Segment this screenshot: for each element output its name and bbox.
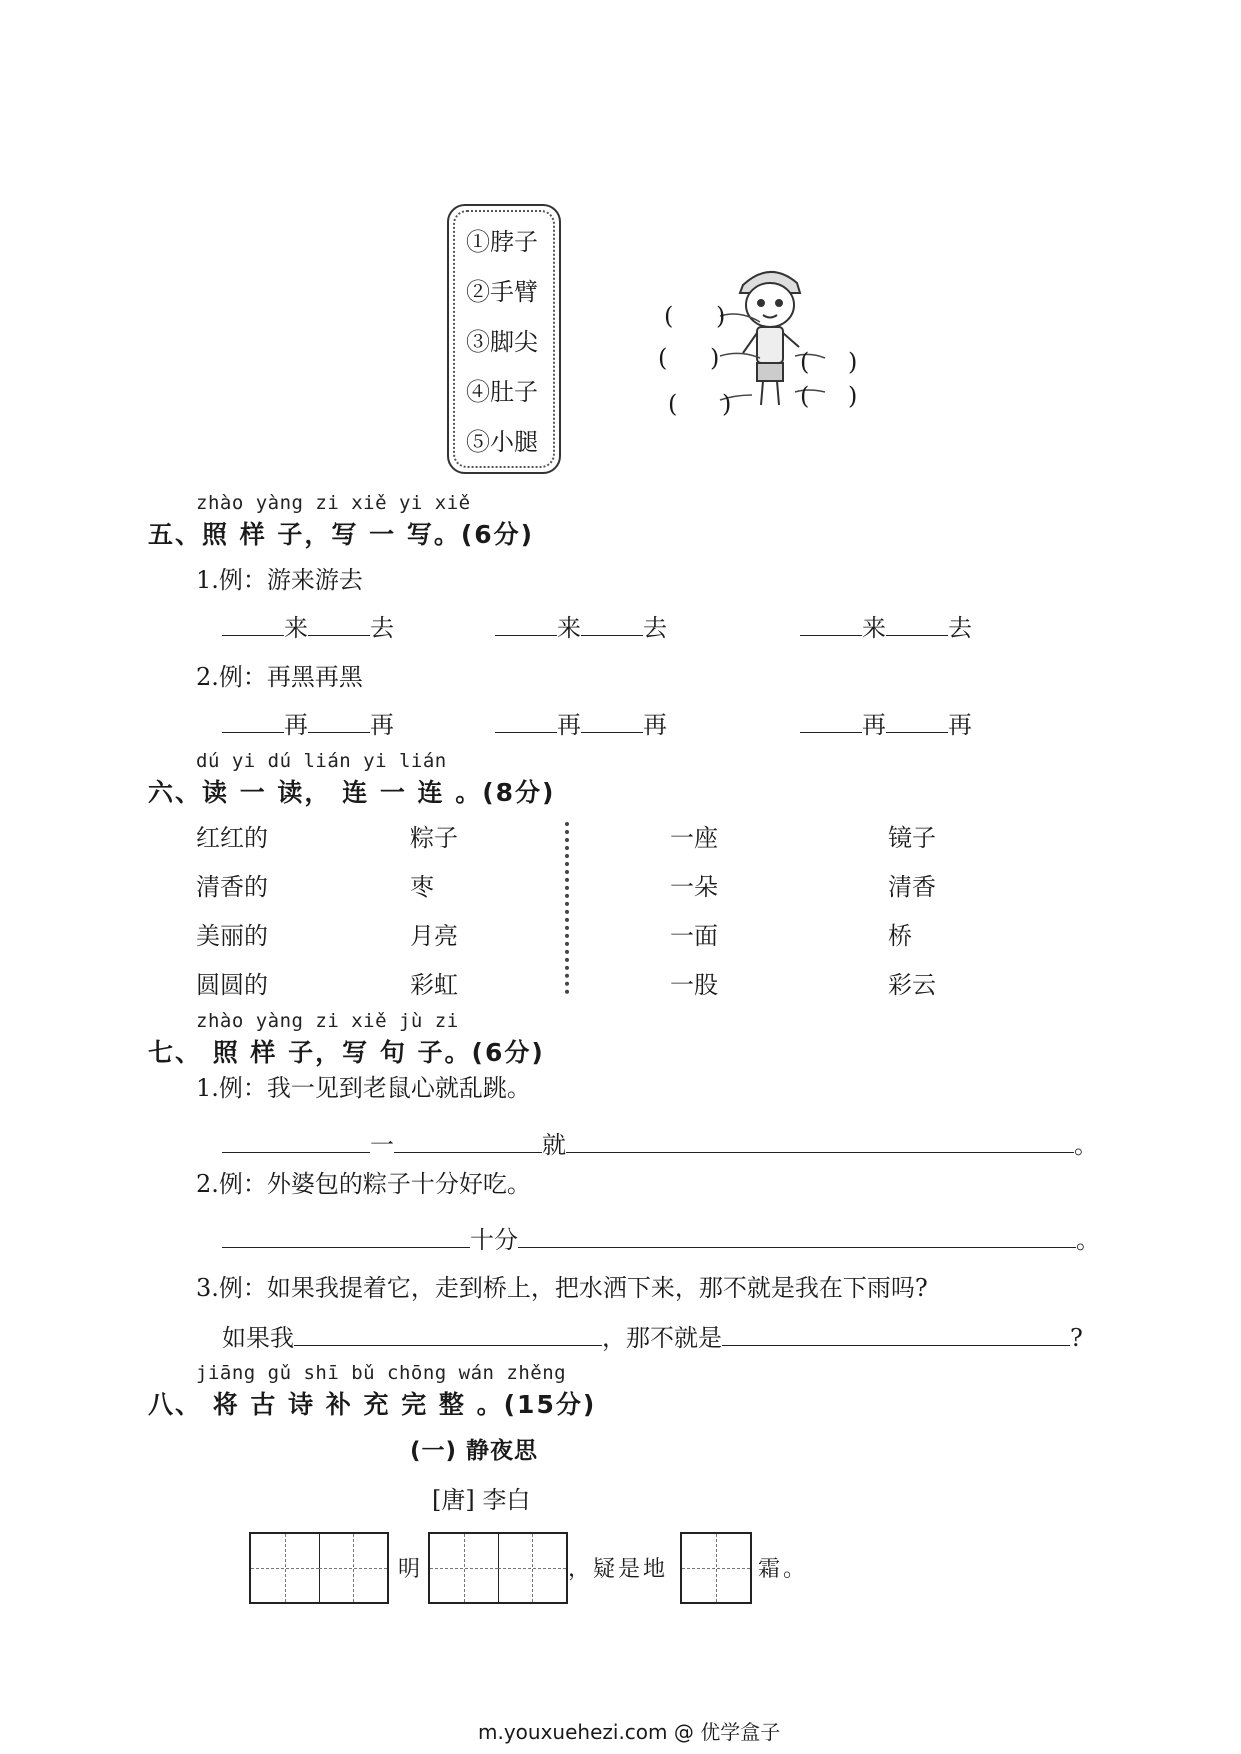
fill-row-2b: 再 再	[495, 705, 667, 740]
section-6-title: 六、读 一 读， 连 一 连 。(8分)	[148, 778, 556, 807]
match-col2-item: 枣	[410, 873, 434, 901]
answer-paren-left: (	[664, 302, 674, 330]
match-col3-item: 一座	[670, 824, 718, 852]
answer-paren-right: )	[716, 302, 726, 330]
divider-dotted	[565, 822, 569, 994]
answer-paren-left: (	[800, 348, 810, 376]
section-7-example-1: 1.例：我一见到老鼠心就乱跳。	[196, 1074, 531, 1102]
match-col4-item: 桥	[888, 922, 912, 950]
body-part-item: ①脖子	[466, 228, 538, 256]
label-lines	[660, 300, 880, 430]
section-7-example-3: 3.例：如果我提着它，走到桥上，把水洒下来，那不就是我在下雨吗?	[196, 1274, 928, 1302]
match-col1-item: 美丽的	[196, 922, 268, 950]
section-7-example-2: 2.例：外婆包的粽子十分好吃。	[196, 1170, 531, 1198]
body-part-item: ②手臂	[466, 278, 538, 306]
poem-author: [唐] 李白	[432, 1486, 531, 1514]
poem-line-text: ，疑是地	[568, 1557, 669, 1582]
answer-paren-left: (	[668, 390, 678, 418]
answer-paren-left: (	[658, 344, 668, 372]
fill-row-2c: 再 再	[800, 705, 972, 740]
footer-watermark: m.youxuehezi.com @ 优学盒子	[478, 1720, 781, 1744]
sentence-fill-2: 十分 。	[222, 1220, 1100, 1255]
section-5-example-1: 1.例：游来游去	[196, 566, 363, 594]
writing-grid[interactable]	[680, 1532, 752, 1604]
match-col1-item: 红红的	[196, 824, 268, 852]
poem-line-text: 明	[398, 1557, 421, 1582]
section-5-example-2: 2.例：再黑再黑	[196, 663, 363, 691]
answer-paren-right: )	[710, 344, 720, 372]
section-7-pinyin: zhào yàng zi xiě jù zi	[196, 1010, 459, 1032]
answer-paren-right: )	[848, 348, 858, 376]
sentence-fill-1: 一 就 。	[222, 1125, 1098, 1160]
section-7-title: 七、 照 样 子，写 句 子。(6分)	[148, 1038, 545, 1067]
writing-grid[interactable]	[249, 1532, 389, 1604]
match-col2-item: 粽子	[410, 824, 458, 852]
match-col4-item: 清香	[888, 873, 936, 901]
match-col3-item: 一面	[670, 922, 718, 950]
match-col1-item: 圆圆的	[196, 971, 268, 999]
match-col3-item: 一朵	[670, 873, 718, 901]
section-6-pinyin: dú yi dú lián yi lián	[196, 750, 447, 772]
section-8-pinyin: jiāng gǔ shī bǔ chōng wán zhěng	[196, 1362, 567, 1384]
fill-row-1a: 来 去	[222, 608, 394, 643]
poem-title: (一) 静夜思	[410, 1438, 539, 1464]
fill-row-1b: 来 去	[495, 608, 667, 643]
writing-grid[interactable]	[428, 1532, 568, 1604]
answer-paren-right: )	[722, 390, 732, 418]
sentence-fill-3: 如果我 ，那不就是 ?	[222, 1324, 1083, 1352]
fill-row-2a: 再 再	[222, 705, 394, 740]
section-5-pinyin: zhào yàng zi xiě yi xiě	[196, 492, 471, 514]
match-col2-item: 彩虹	[410, 971, 458, 999]
answer-paren-right: )	[848, 382, 858, 410]
fill-row-1c: 来 去	[800, 608, 972, 643]
match-col2-item: 月亮	[410, 922, 458, 950]
section-5-title: 五、照 样 子，写 一 写。(6分)	[148, 520, 535, 549]
section-8-title: 八、 将 古 诗 补 充 完 整 。(15分)	[148, 1390, 597, 1419]
answer-paren-left: (	[800, 382, 810, 410]
body-part-item: ⑤小腿	[466, 428, 538, 456]
poem-line-text: 霜。	[758, 1557, 809, 1582]
match-col4-item: 彩云	[888, 971, 936, 999]
body-part-item: ④肚子	[466, 378, 538, 406]
match-col1-item: 清香的	[196, 873, 268, 901]
match-col4-item: 镜子	[888, 824, 936, 852]
match-col3-item: 一股	[670, 971, 718, 999]
body-part-item: ③脚尖	[466, 328, 538, 356]
